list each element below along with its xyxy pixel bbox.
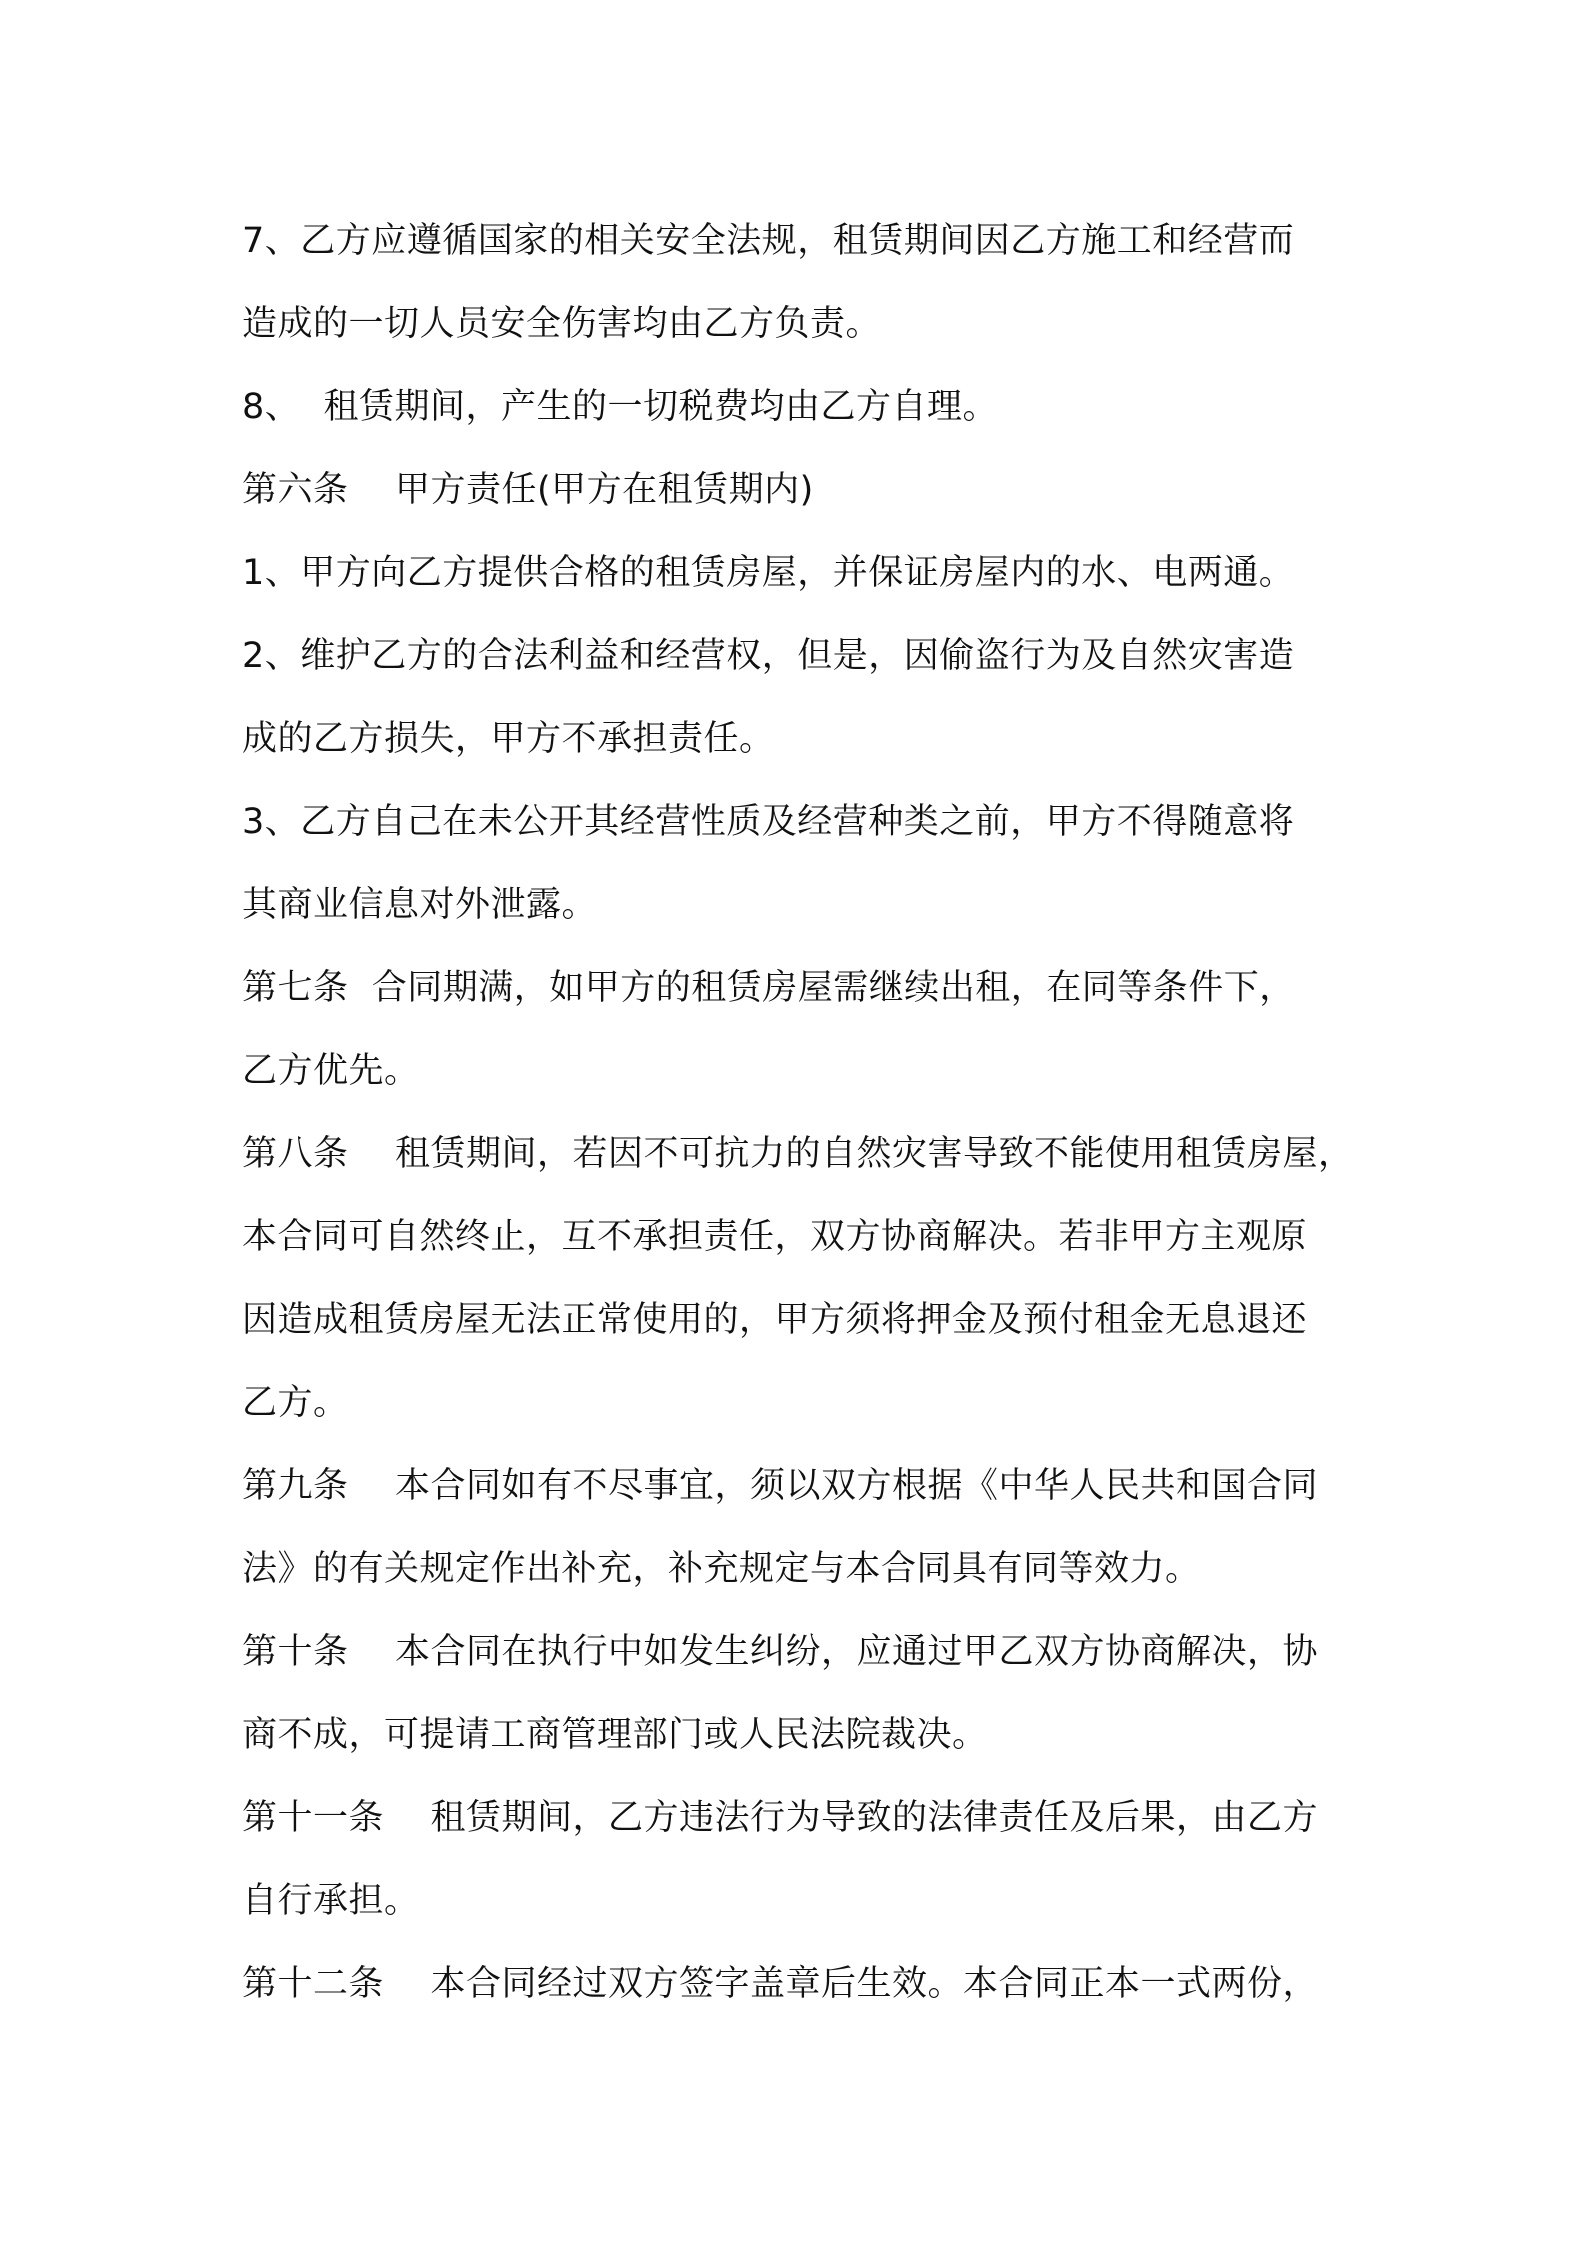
text-line: 商不成，可提请工商管理部门或人民法院裁决。 [242,1715,988,1755]
text-line: 第七条 合同期满，如甲方的租赁房屋需继续出租，在同等条件下， [242,968,1295,1008]
text-line: 法》的有关规定作出补充，补充规定与本合同具有同等效力。 [242,1549,1201,1589]
text-line: 因造成租赁房屋无法正常使用的，甲方须将押金及预付租金无息退还 [242,1300,1308,1340]
text-line: 第十条 本合同在执行中如发生纠纷，应通过甲乙双方协商解决，协 [242,1632,1319,1672]
section-heading: 第六条 甲方责任(甲方在租赁期内) [242,470,814,510]
text-line: 第十一条 租赁期间，乙方违法行为导致的法律责任及后果，由乙方 [242,1798,1319,1838]
text-line: 第八条 租赁期间，若因不可抗力的自然灾害导致不能使用租赁房屋， [242,1134,1354,1174]
text-line: 本合同可自然终止，互不承担责任，双方协商解决。若非甲方主观原 [242,1217,1308,1257]
text-line: 2、维护乙方的合法利益和经营权，但是，因偷盗行为及自然灾害造 [242,636,1295,676]
text-line: 自行承担。 [242,1881,420,1921]
contract-text [242,200,1372,2026]
text-line: 成的乙方损失，甲方不承担责任。 [242,719,775,759]
text-line: 造成的一切人员安全伤害均由乙方负责。 [242,304,882,344]
text-line: 乙方优先。 [242,1051,420,1091]
text-line: 第十二条 本合同经过双方签字盖章后生效。本合同正本一式两份， [242,1964,1319,2004]
text-line: 3、乙方自己在未公开其经营性质及经营种类之前，甲方不得随意将 [242,802,1295,842]
text-line: 乙方。 [242,1383,349,1423]
text-line: 8、 租赁期间，产生的一切税费均由乙方自理。 [242,387,999,427]
text-line: 7、乙方应遵循国家的相关安全法规，租赁期间因乙方施工和经营而 [242,221,1295,261]
text-line: 第九条 本合同如有不尽事宜，须以双方根据《中华人民共和国合同 [242,1466,1319,1506]
text-line: 1、甲方向乙方提供合格的租赁房屋，并保证房屋内的水、电两通。 [242,553,1295,593]
text-line: 其商业信息对外泄露。 [242,885,598,925]
